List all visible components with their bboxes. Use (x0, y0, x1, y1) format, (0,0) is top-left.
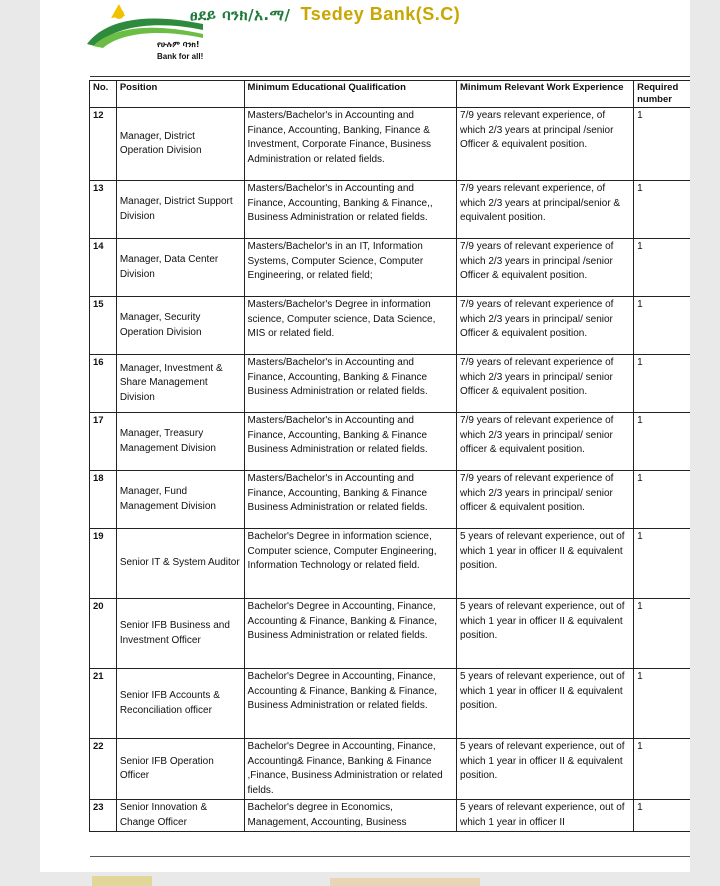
required-number-cell: 1 (634, 599, 690, 669)
table-row (90, 739, 691, 800)
header-education: Minimum Educational Qualification (244, 81, 456, 108)
table-body (90, 108, 691, 832)
position-cell: Manager, District Operation Division (116, 108, 244, 181)
required-number-cell: 1 (634, 239, 690, 297)
footer-divider (90, 856, 690, 857)
header-position: Position (116, 81, 244, 108)
table-row (90, 800, 691, 832)
position-cell: Senior IFB Operation Officer (116, 739, 244, 800)
row-number: 16 (90, 355, 117, 413)
experience-cell: 7/9 years of relevant experience of which 2/3 years in principal/ senior officer & equivalent position. (457, 413, 634, 471)
position-cell: Manager, Fund Management Division (116, 471, 244, 529)
table-row (90, 529, 691, 599)
education-cell: Bachelor's Degree in information science, Computer science, Computer Engineering, Information Technology or related field. (244, 529, 456, 599)
bank-name-amharic: ፀደይ ባንክ/አ.ማ/ (190, 6, 291, 24)
position-cell: Senior IFB Business and Investment Officer (116, 599, 244, 669)
next-page-logo-fragment (92, 876, 152, 886)
position-cell: Manager, Security Operation Division (116, 297, 244, 355)
experience-cell: 7/9 years relevant experience, of which 2/3 years at principal /senior Officer & equivalent position. (457, 108, 634, 181)
education-cell: Bachelor's degree in Economics, Management, Accounting, Business (244, 800, 456, 832)
table-row (90, 471, 691, 529)
experience-cell: 5 years of relevant experience, out of which 1 year in officer II (457, 800, 634, 832)
vacancy-table (89, 80, 690, 832)
row-number: 21 (90, 669, 117, 739)
table-row (90, 413, 691, 471)
experience-cell: 7/9 years of relevant experience of which 2/3 years in principal /senior Officer & equivalent position. (457, 239, 634, 297)
header-no: No. (90, 81, 117, 108)
education-cell: Bachelor's Degree in Accounting, Finance, Accounting & Finance, Banking & Finance, Business Administration or related fields. (244, 669, 456, 739)
required-number-cell: 1 (634, 181, 690, 239)
education-cell: Bachelor's Degree in Accounting, Finance, Accounting & Finance, Banking & Finance, Business Administration or related fields. (244, 599, 456, 669)
education-cell: Masters/Bachelor's in Accounting and Finance, Accounting, Banking & Finance Business Administration or related fields. (244, 413, 456, 471)
experience-cell: 5 years of relevant experience, out of which 1 year in officer II & equivalent position. (457, 669, 634, 739)
required-number-cell: 1 (634, 471, 690, 529)
logo-tagline-amharic: የሁሉም ባንክ! (157, 40, 200, 49)
row-number: 13 (90, 181, 117, 239)
next-page-header-fragment (330, 878, 480, 886)
education-cell: Masters/Bachelor's Degree in information science, Computer science, Data Science, MIS or related field. (244, 297, 456, 355)
required-number-cell: 1 (634, 529, 690, 599)
experience-cell: 7/9 years relevant experience, of which 2/3 years at principal/senior & equivalent position. (457, 181, 634, 239)
experience-cell: 7/9 years of relevant experience of which 2/3 years in principal/ senior officer & equivalent position. (457, 471, 634, 529)
experience-cell: 5 years of relevant experience, out of which 1 year in officer II & equivalent position. (457, 599, 634, 669)
experience-cell: 5 years of relevant experience, out of which 1 year in officer II & equivalent position. (457, 739, 634, 800)
header-required: Required number (634, 81, 690, 108)
logo-tagline: Bank for all! (157, 52, 204, 61)
required-number-cell: 1 (634, 108, 690, 181)
row-number: 15 (90, 297, 117, 355)
required-number-cell: 1 (634, 413, 690, 471)
row-number: 23 (90, 800, 117, 832)
table-row (90, 355, 691, 413)
experience-cell: 5 years of relevant experience, out of which 1 year in officer II & equivalent position. (457, 529, 634, 599)
bank-header-title (190, 4, 460, 25)
required-number-cell: 1 (634, 297, 690, 355)
table-row (90, 239, 691, 297)
row-number: 14 (90, 239, 117, 297)
position-cell: Manager, Data Center Division (116, 239, 244, 297)
row-number: 20 (90, 599, 117, 669)
education-cell: Masters/Bachelor's in an IT, Information Systems, Computer Science, Computer Engineering, or related field; (244, 239, 456, 297)
document-page (40, 0, 690, 872)
header-experience: Minimum Relevant Work Experience (457, 81, 634, 108)
education-cell: Masters/Bachelor's in Accounting and Finance, Accounting, Banking & Finance,, Business Administration or related fields. (244, 181, 456, 239)
experience-cell: 7/9 years of relevant experience of which 2/3 years in principal/ senior Officer & equivalent position. (457, 355, 634, 413)
required-number-cell: 1 (634, 800, 690, 832)
required-number-cell: 1 (634, 355, 690, 413)
education-cell: Bachelor's Degree in Accounting, Finance, Accounting& Finance, Banking & Finance ,Finance, Business Administration or related fields. (244, 739, 456, 800)
required-number-cell: 1 (634, 669, 690, 739)
position-cell: Manager, District Support Division (116, 181, 244, 239)
row-number: 12 (90, 108, 117, 181)
table-row (90, 599, 691, 669)
row-number: 19 (90, 529, 117, 599)
table-header-row (90, 81, 691, 108)
position-cell: Senior IFB Accounts & Reconciliation officer (116, 669, 244, 739)
table-row (90, 297, 691, 355)
experience-cell: 7/9 years of relevant experience of which 2/3 years in principal/ senior Officer & equivalent position. (457, 297, 634, 355)
bank-name: Tsedey Bank(S.C) (300, 4, 461, 24)
position-cell: Manager, Treasury Management Division (116, 413, 244, 471)
position-cell: Manager, Investment & Share Management Division (116, 355, 244, 413)
required-number-cell: 1 (634, 739, 690, 800)
education-cell: Masters/Bachelor's in Accounting and Finance, Accounting, Banking & Finance Business Administration or related fields. (244, 471, 456, 529)
row-number: 17 (90, 413, 117, 471)
row-number: 18 (90, 471, 117, 529)
table-row (90, 108, 691, 181)
education-cell: Masters/Bachelor's in Accounting and Finance, Accounting, Banking & Finance Business Administration or related fields. (244, 355, 456, 413)
table-row (90, 669, 691, 739)
position-cell: Senior Innovation & Change Officer (116, 800, 244, 832)
header-divider (90, 76, 690, 77)
table-row (90, 181, 691, 239)
row-number: 22 (90, 739, 117, 800)
education-cell: Masters/Bachelor's in Accounting and Finance, Accounting, Banking, Finance & Investment, Corporate Finance, Business Administration or related fields. (244, 108, 456, 181)
position-cell: Senior IT & System Auditor (116, 529, 244, 599)
